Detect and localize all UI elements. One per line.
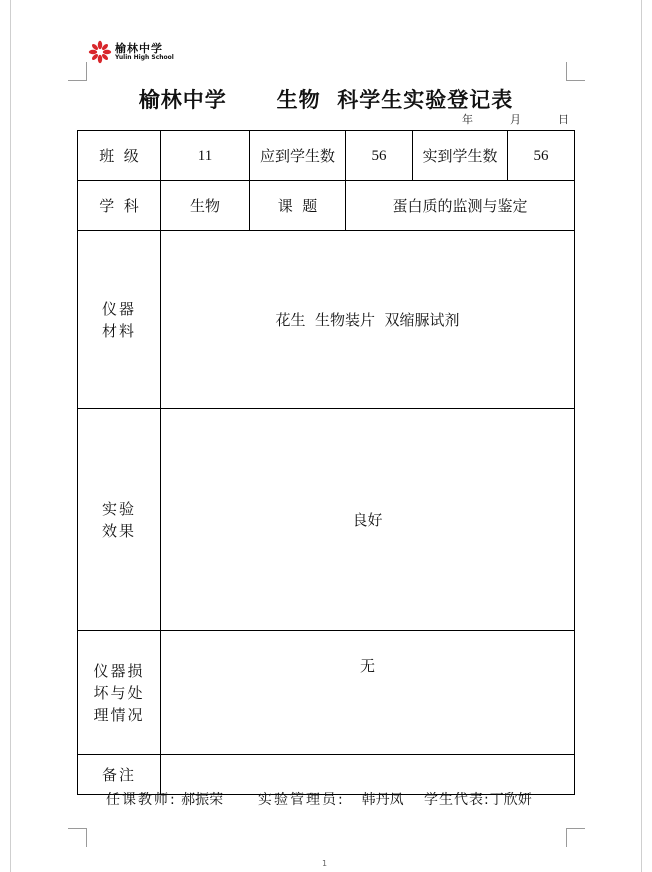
teacher-label: 任课教师: bbox=[106, 792, 177, 808]
document-title: 榆林中学 生物 科学生实验登记表 bbox=[138, 88, 514, 112]
student-name: 丁欣妍 bbox=[489, 792, 532, 808]
table-row bbox=[78, 409, 575, 631]
effect-value: 良好 bbox=[161, 409, 575, 631]
footer-student bbox=[424, 789, 532, 809]
class-label: 班 级 bbox=[78, 131, 161, 181]
class-value: 11 bbox=[161, 131, 250, 181]
student-label: 学生代表: bbox=[424, 792, 490, 808]
notes-label: 备注 bbox=[78, 755, 161, 795]
expected-count-label: 应到学生数 bbox=[250, 131, 346, 181]
flower-logo-icon bbox=[88, 40, 112, 64]
crop-mark-bottom-right bbox=[566, 828, 585, 847]
materials-value: 花生 生物装片 双缩脲试剂 bbox=[161, 231, 575, 409]
table-row bbox=[78, 181, 575, 231]
materials-label bbox=[78, 231, 161, 409]
school-logo bbox=[88, 40, 174, 64]
crop-mark-top-left bbox=[68, 62, 87, 81]
actual-count-value: 56 bbox=[508, 131, 575, 181]
table-row bbox=[78, 631, 575, 755]
date-day-label: 日 bbox=[558, 113, 569, 126]
crop-mark-bottom-left bbox=[68, 828, 87, 847]
footer-teacher bbox=[106, 789, 223, 809]
damage-label-line1: 仪器损 bbox=[93, 661, 145, 680]
damage-label-line3: 理情况 bbox=[93, 705, 145, 724]
expected-count-value: 56 bbox=[346, 131, 413, 181]
page-number: 1 bbox=[322, 859, 328, 868]
date-year-label: 年 bbox=[462, 113, 473, 126]
logo-name-cn: 榆林中学 bbox=[115, 42, 163, 55]
subject-label: 学 科 bbox=[78, 181, 161, 231]
crop-mark-top-right bbox=[566, 62, 585, 81]
topic-label: 课 题 bbox=[250, 181, 346, 231]
subject-value: 生物 bbox=[161, 181, 250, 231]
effect-label bbox=[78, 409, 161, 631]
admin-label: 实验管理员: bbox=[258, 792, 345, 808]
date-line bbox=[462, 111, 569, 127]
logo-name-en: Yulin High School bbox=[115, 54, 174, 61]
date-month-label: 月 bbox=[510, 113, 521, 126]
materials-label-line2: 材料 bbox=[101, 321, 136, 340]
topic-value: 蛋白质的监测与鉴定 bbox=[346, 181, 575, 231]
damage-label-line2: 坏与处 bbox=[93, 683, 145, 702]
teacher-name: 郝振荣 bbox=[181, 792, 224, 808]
effect-label-line1: 实验 bbox=[101, 499, 136, 518]
actual-count-label: 实到学生数 bbox=[413, 131, 508, 181]
registration-table bbox=[77, 130, 575, 795]
damage-label bbox=[78, 631, 161, 755]
table-row bbox=[78, 131, 575, 181]
table-row bbox=[78, 231, 575, 409]
damage-value: 无 bbox=[161, 631, 575, 755]
materials-label-line1: 仪器 bbox=[101, 299, 136, 318]
effect-label-line2: 效果 bbox=[101, 521, 136, 540]
admin-name: 韩丹凤 bbox=[361, 792, 404, 808]
footer-admin bbox=[258, 789, 404, 809]
